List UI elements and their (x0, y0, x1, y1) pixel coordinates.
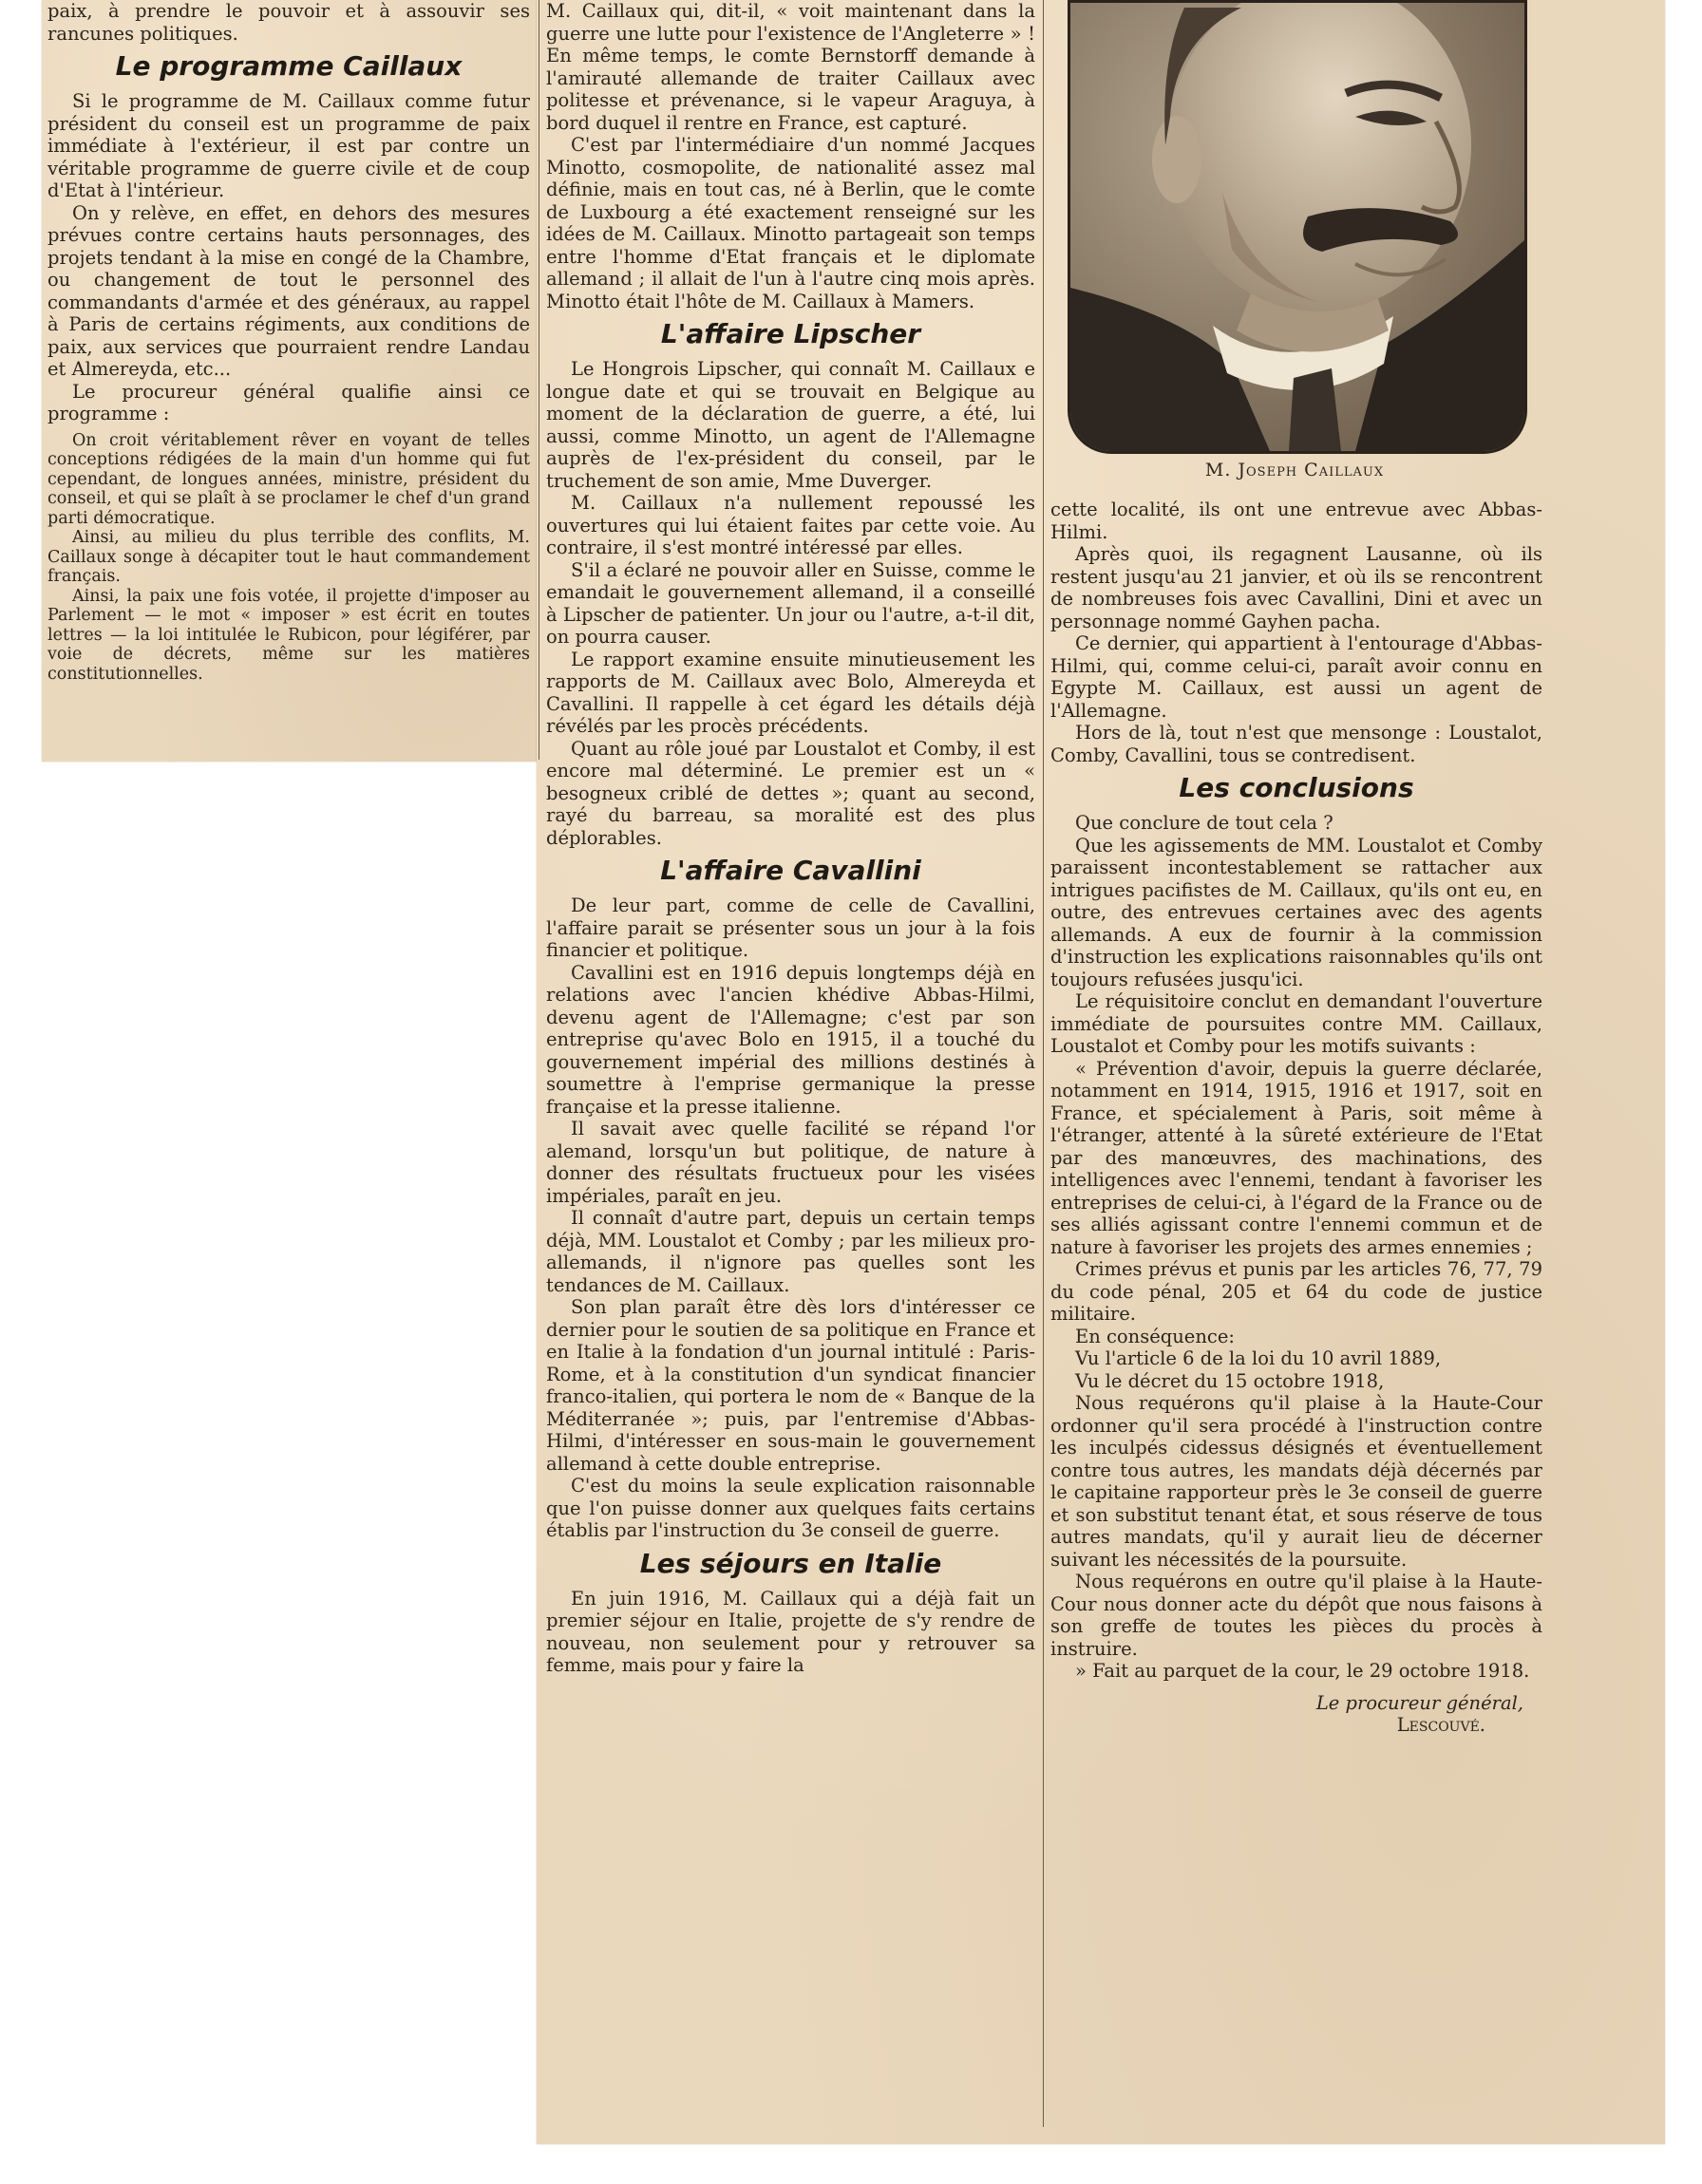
column-middle (546, 0, 1035, 2127)
portrait-caption: M. Joseph Caillaux (1204, 460, 1385, 480)
signature-name: Lescouvé. (1396, 1714, 1485, 1736)
heading-conclusions: Les conclusions (1179, 772, 1414, 803)
paragraph: En conséquence: (1075, 1325, 1235, 1347)
paragraph: Il connaît d'autre part, depuis un certain temps déjà, MM. Loustalot et Comby ; par les milieux pro-allemands, il n'ignore pas quelles sont les tendances de M. Caillaux. (546, 1207, 1035, 1296)
paragraph: Cavallini est en 1916 depuis longtemps déjà en relations avec l'ancien khédive Abbas-Hilmi, devenu agent de l'Allemagne; c'est par son entreprise qu'avec Bolo en 1915, il a touché du gouvernement impérial des millions destinés à soumettre à l'emprise germanique la presse française et la presse italienne. (546, 961, 1035, 1118)
heading-lipscher: L'affaire Lipscher (660, 318, 921, 349)
paragraph: C'est du moins la seule explication raisonnable que l'on puisse donner aux quelques faits certains établis par l'instruction du 3e conseil de guerre. (546, 1475, 1035, 1541)
column-left (47, 0, 530, 760)
paragraph: Vu l'article 6 de la loi du 10 avril 1889, (1075, 1347, 1442, 1369)
paragraph: Quant au rôle joué par Loustalot et Comby, il est encore mal déterminé. Le premier est un « besogneux criblé de dettes »; quant au second, rayé du barreau, sa moralité est des plus déplorables. (546, 737, 1035, 849)
paragraph: Ainsi, la paix une fois votée, il projette d'imposer au Parlement — le mot « imposer » est écrit en toutes lettres — la loi intitulée le Rubicon, pour légiférer, par voie de décrets, même sur les matières constitutionnelles. (47, 586, 530, 684)
paragraph: » Fait au parquet de la cour, le 29 octobre 1918. (1075, 1660, 1530, 1682)
paragraph: Après quoi, ils regagnent Lausanne, où ils restent jusqu'au 21 janvier, et où ils se rencontrent de nombreuses fois avec Cavallini, Dini et avec un personnage nommé Gayhen pacha. (1050, 543, 1542, 632)
paragraph: De leur part, comme de celle de Cavallini, l'affaire parait se présenter sous un jour à la fois financier et politique. (546, 894, 1035, 961)
paragraph: Le procureur général qualifie ainsi ce programme : (47, 380, 530, 424)
portrait-photo (1068, 0, 1527, 454)
paragraph: cette localité, ils ont une entrevue avec Abbas-Hilmi. (1050, 499, 1542, 543)
paragraph: Le rapport examine ensuite minutieusement les rapports de M. Caillaux avec Bolo, Almereyda et Cavallini. Il rappelle à cet égard les détails déjà révélés par les procès précédents. (546, 648, 1035, 737)
quoted-block (47, 431, 530, 685)
portrait-ear (1152, 116, 1201, 203)
paragraph: Que conclure de tout cela ? (1075, 812, 1333, 834)
paragraph: Le Hongrois Lipscher, qui connaît M. Caillaux e longue date et qui se trouvait en Belgique au moment de la déclaration de guerre, a été, lui aussi, comme Minotto, un agent de l'Allemagne auprès de l'ex-président du conseil, par le truchement de son amie, Mme Duverger. (546, 358, 1035, 492)
signature-title: Le procureur général, (1315, 1691, 1523, 1714)
paragraph: Nous requérons en outre qu'il plaise à la Haute-Cour nous donner acte du dépôt que nous faisons à son greffe de toutes les pièces du procès à instruire. (1050, 1571, 1542, 1660)
paragraph: Vu le décret du 15 octobre 1918, (1075, 1369, 1385, 1392)
paragraph: Le réquisitoire conclut en demandant l'ouverture immédiate de poursuites contre MM. Caillaux, Loustalot et Comby pour les motifs suivants : (1050, 990, 1542, 1057)
column-rule (1043, 0, 1044, 2127)
paragraph: En juin 1916, M. Caillaux qui a déjà fait un premier séjour en Italie, projette de s'y rendre de nouveau, non seulement pour y retrouver sa femme, mais pour y faire la (546, 1587, 1035, 1676)
paragraph: M. Caillaux n'a nullement repoussé les ouvertures qui lui étaient faites par cette voie. Au contraire, il s'est montré intéressé par elles. (546, 492, 1035, 558)
paragraph: Hors de là, tout n'est que mensonge : Loustalot, Comby, Cavallini, tous se contredisent. (1050, 722, 1542, 766)
column-right (1050, 499, 1542, 2132)
paragraph: S'il a éclaré ne pouvoir aller en Suisse, comme le emandait le gouvernement allemand, il a conseillé à Lipscher de patienter. Un jour ou l'autre, a-t-il dit, on pourra causer. (546, 558, 1035, 648)
paragraph: Crimes prévus et punis par les articles 76, 77, 79 du code pénal, 205 et 64 du code de justice militaire. (1050, 1258, 1542, 1325)
paragraph: Ainsi, au milieu du plus terrible des conflits, M. Caillaux songe à décapiter tout le haut commandement français. (47, 528, 530, 586)
heading-sejours: Les séjours en Italie (639, 1547, 942, 1579)
portrait-illustration (1070, 3, 1524, 451)
paragraph: Nous requérons qu'il plaise à la Haute-Cour ordonner qu'il sera procédé à l'instruction contre les inculpés cidessus désignés et éventuellement contre tous autres, les mandats déjà décernés par le capitaine rapporteur près le 3e conseil de guerre et son substitut tenant état, et sous réserve de tous autres mandats, qu'il y aurait lieu de décerner suivant les nécessités de la poursuite. (1050, 1392, 1542, 1571)
paragraph: Si le programme de M. Caillaux comme futur président du conseil est un programme de paix immédiate à l'extérieur, il est par contre un véritable programme de guerre civile et de coup d'Etat à l'intérieur. (47, 90, 530, 201)
paragraph: paix, à prendre le pouvoir et à assouvir ses rancunes politiques. (47, 0, 530, 45)
paragraph: Il savait avec quelle facilité se répand l'or alemand, lorsqu'un but politique, de nature à donner des résultats fructueux pour les visées impériales, paraît en jeu. (546, 1118, 1035, 1207)
paragraph: Que les agissements de MM. Loustalot et Comby paraissent incontestablement se rattacher aux intrigues pacifistes de M. Caillaux, qu'ils ont eu, en outre, des entrevues certaines avec des agents allemands. A eux de fournir à la commission d'instruction les explications raisonnables qu'ils ont toujours refusées jusqu'ici. (1050, 834, 1542, 990)
heading-cavallini: L'affaire Cavallini (660, 855, 921, 886)
paragraph: M. Caillaux qui, dit-il, « voit maintenant dans la guerre une lutte pour l'existence de l'Angleterre » ! En même temps, le comte Bernstorff demande à l'amirauté allemande de traiter Caillaux avec politesse et prévenance, si le vapeur Araguya, à bord duquel il rentre en France, est capturé. (546, 0, 1035, 134)
paragraph: Son plan paraît être dès lors d'intéresser ce dernier pour le soutien de sa politique en France et en Italie à la fondation d'un journal intitulé : Paris-Rome, et à la constitution d'un syndicat financier franco-italien, qui portera le nom de « Banque de la Méditerranée »; puis, par l'entremise d'Abbas-Hilmi, d'intéresser en sous-main le gouvernement allemand à cette double entreprise. (546, 1296, 1035, 1475)
paragraph: Ce dernier, qui appartient à l'entourage d'Abbas-Hilmi, qui, comme celui-ci, paraît avoir connu en Egypte M. Caillaux, est aussi un agent de l'Allemagne. (1050, 632, 1542, 722)
paragraph: C'est par l'intermédiaire d'un nommé Jacques Minotto, cosmopolite, de nationalité assez mal définie, mais en tout cas, né à Berlin, que le comte de Luxbourg a été exactement renseigné sur les idées de M. Caillaux. Minotto partageait son temps entre l'homme d'Etat français et le diplomate allemand ; il allait de l'un à l'autre cinq mois après. Minotto était l'hôte de M. Caillaux à Mamers. (546, 134, 1035, 312)
paragraph: On croit véritablement rêver en voyant de telles conceptions rédigées de la main d'un homme qui fut cependant, de longues années, ministre, président du conseil, et qui se plaît à se proclamer le chef d'un grand parti démocratique. (47, 430, 530, 528)
paragraph: « Prévention d'avoir, depuis la guerre déclarée, notamment en 1914, 1915, 1916 et 1917, soit en France, et spécialement à Paris, soit même à l'étranger, attenté à la sûreté extérieure de l'Etat par des manœuvres, des machinations, des intelligences avec l'ennemi, tendant à favoriser les entreprises de celui-ci, à l'égard de la France ou de ses alliés agissant contre l'ennemi commun et de nature à favoriser les projets des armes ennemies ; (1050, 1057, 1542, 1258)
heading-programme: Le programme Caillaux (115, 50, 463, 82)
paragraph: On y relève, en effet, en dehors des mesures prévues contre certains hauts personnages, des projets tendant à la mise en congé de la Chambre, ou changement de tout le personnel des commandants d'armée et des généraux, au rappel à Paris de certains régiments, aux conditions de paix, aux services que pourraient rendre Landau et Almereyda, etc... (47, 201, 530, 380)
